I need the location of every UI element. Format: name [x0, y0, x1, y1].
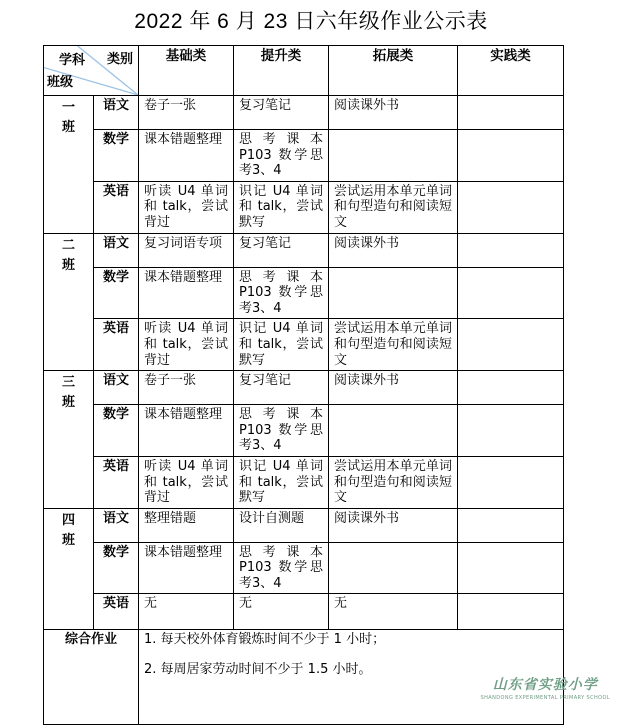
cell-practice [458, 267, 564, 319]
page-title: 2022 年 6 月 23 日六年级作业公示表 [134, 10, 488, 33]
cell-expand [329, 267, 458, 319]
corner-label-class: 班级 [47, 75, 74, 91]
homework-table [43, 45, 564, 725]
cell-expand: 尝试运用本单元单词和句型造句和阅读短文 [329, 319, 458, 371]
cell-expand: 无 [329, 594, 458, 630]
subject-label: 数学 [94, 405, 139, 457]
table-row [44, 508, 564, 542]
corner-label-subject: 学科 [59, 53, 86, 68]
cell-expand [329, 130, 458, 182]
cell-basic: 复习词语专项 [139, 233, 234, 267]
corner-header-cell [44, 46, 139, 96]
class-label-4: 四班 [44, 508, 94, 630]
column-header-improve: 提升类 [234, 46, 329, 96]
table-row [44, 130, 564, 182]
table-row [44, 319, 564, 371]
cell-improve: 思考课本 P103 数学思考3、4 [234, 405, 329, 457]
table-row [44, 542, 564, 594]
school-watermark [481, 674, 610, 701]
subject-label: 语文 [94, 508, 139, 542]
cell-expand: 阅读课外书 [329, 233, 458, 267]
column-header-practice: 实践类 [458, 46, 564, 96]
subject-label: 英语 [94, 594, 139, 630]
table-row [44, 594, 564, 630]
table-row [44, 267, 564, 319]
cell-basic: 听读 U4 单词和 talk，尝试背过 [139, 319, 234, 371]
cell-expand: 尝试运用本单元单词和句型造句和阅读短文 [329, 456, 458, 508]
cell-improve: 识记 U4 单词和 talk，尝试默写 [234, 456, 329, 508]
subject-label: 英语 [94, 181, 139, 233]
cell-improve: 思考课本 P103 数学思考3、4 [234, 130, 329, 182]
cell-improve: 识记 U4 单词和 talk，尝试默写 [234, 181, 329, 233]
cell-basic: 课本错题整理 [139, 130, 234, 182]
table-row [44, 456, 564, 508]
table-row [44, 371, 564, 405]
subject-label: 数学 [94, 130, 139, 182]
table-row [44, 181, 564, 233]
cell-basic: 整理错题 [139, 508, 234, 542]
comprehensive-homework-line-1: 1. 每天校外体育锻炼时间不少于 1 小时； [144, 632, 386, 648]
table-row [44, 405, 564, 457]
subject-label: 语文 [94, 233, 139, 267]
cell-basic: 卷子一张 [139, 96, 234, 130]
cell-practice [458, 181, 564, 233]
subject-label: 语文 [94, 371, 139, 405]
column-header-basic: 基础类 [139, 46, 234, 96]
subject-label: 数学 [94, 267, 139, 319]
cell-expand: 阅读课外书 [329, 96, 458, 130]
cell-expand: 阅读课外书 [329, 371, 458, 405]
school-name-en: SHANDONG EXPERIMENTAL PRIMARY SCHOOL [480, 695, 610, 701]
cell-improve: 识记 U4 单词和 talk，尝试默写 [234, 319, 329, 371]
cell-basic: 课本错题整理 [139, 267, 234, 319]
cell-improve: 思考课本 P103 数学思考3、4 [234, 542, 329, 594]
cell-improve: 复习笔记 [234, 96, 329, 130]
cell-practice [458, 96, 564, 130]
cell-practice [458, 405, 564, 457]
cell-practice [458, 594, 564, 630]
cell-improve: 无 [234, 594, 329, 630]
cell-basic: 无 [139, 594, 234, 630]
cell-practice [458, 371, 564, 405]
table-row [44, 233, 564, 267]
subject-label: 英语 [94, 456, 139, 508]
cell-practice [458, 233, 564, 267]
cell-expand: 阅读课外书 [329, 508, 458, 542]
class-label-1: 一班 [44, 96, 94, 234]
column-header-expand: 拓展类 [329, 46, 458, 96]
cell-basic: 卷子一张 [139, 371, 234, 405]
school-name-cn: 山东省实验小学 [492, 677, 598, 693]
cell-practice [458, 130, 564, 182]
subject-label: 数学 [94, 542, 139, 594]
table-row [44, 96, 564, 130]
cell-expand [329, 405, 458, 457]
cell-improve: 思考课本 P103 数学思考3、4 [234, 267, 329, 319]
subject-label: 英语 [94, 319, 139, 371]
cell-expand [329, 542, 458, 594]
cell-practice [458, 319, 564, 371]
cell-basic: 听读 U4 单词和 talk，尝试背过 [139, 181, 234, 233]
cell-practice [458, 508, 564, 542]
comprehensive-homework-line-2: 2. 每周居家劳动时间不少于 1.5 小时。 [144, 662, 372, 678]
cell-improve: 复习笔记 [234, 371, 329, 405]
cell-basic: 课本错题整理 [139, 405, 234, 457]
cell-practice [458, 456, 564, 508]
corner-label-category: 类别 [106, 52, 133, 67]
cell-practice [458, 542, 564, 594]
cell-improve: 设计自测题 [234, 508, 329, 542]
cell-improve: 复习笔记 [234, 233, 329, 267]
cell-expand: 尝试运用本单元单词和句型造句和阅读短文 [329, 181, 458, 233]
comprehensive-homework-label: 综合作业 [44, 630, 139, 725]
class-label-2: 二班 [44, 233, 94, 371]
cell-basic: 听读 U4 单词和 talk，尝试背过 [139, 456, 234, 508]
cell-basic: 课本错题整理 [139, 542, 234, 594]
class-label-3: 三班 [44, 371, 94, 509]
subject-label: 语文 [94, 96, 139, 130]
